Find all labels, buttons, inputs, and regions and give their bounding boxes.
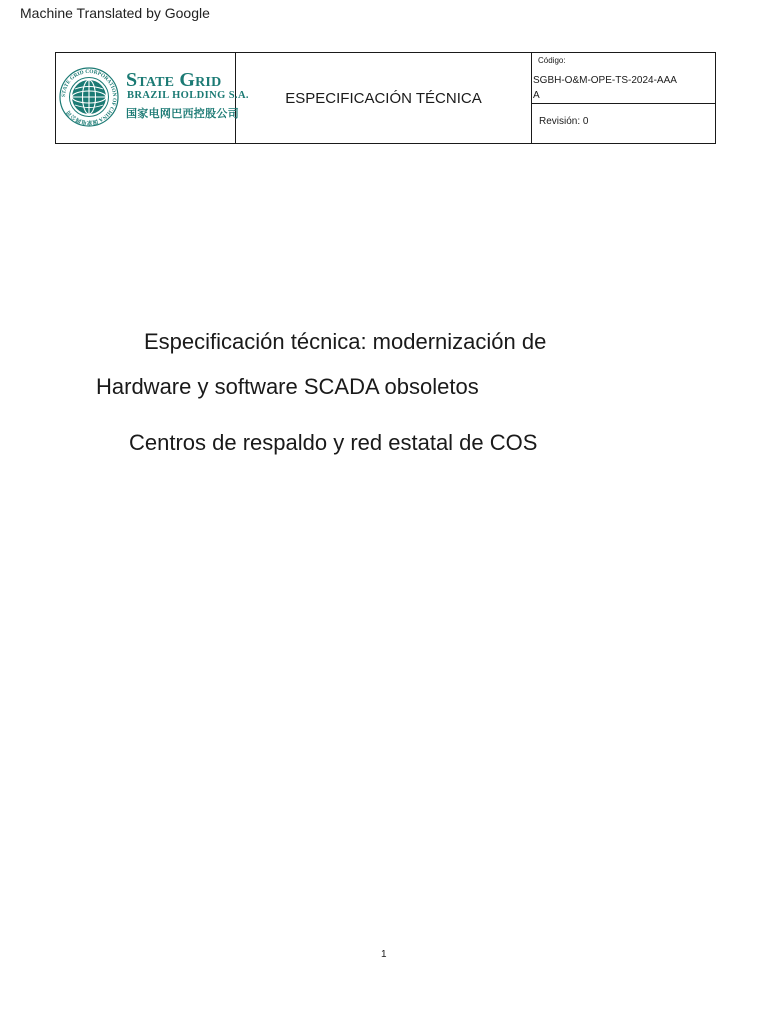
revision-value: Revisión: 0 — [539, 116, 589, 127]
brand-chinese-name: 国家电网巴西控股公司 — [126, 107, 239, 120]
company-logo — [56, 53, 249, 143]
code-value: SGBH-O&M-OPE-TS-2024-AAAA — [533, 75, 677, 101]
brand-subtitle: BRAZIL HOLDING S.A. — [127, 90, 249, 101]
globe-emblem-icon — [58, 66, 120, 128]
brand-name — [126, 69, 221, 92]
svg-text:STATE GRID CORPORATION OF CHIN: STATE GRID CORPORATION OF CHINA 国家电网公司 — [60, 68, 118, 126]
revision-cell — [532, 104, 715, 143]
document-title-line-1: Especificación técnica: modernización de — [144, 329, 547, 354]
header-title: ESPECIFICACIÓN TÉCNICA — [236, 53, 532, 143]
page-number: 1 — [381, 949, 387, 960]
document-title-line-3: Centros de respaldo y red estatal de COS — [129, 430, 538, 455]
document-title-line-2: Hardware y software SCADA obsoletos — [96, 374, 479, 399]
machine-translation-banner: Machine Translated by Google — [20, 5, 210, 21]
brand-name-text: State Grid — [126, 69, 222, 91]
document-code-cell — [532, 53, 715, 104]
document-header-table — [55, 52, 716, 144]
code-label: Código: — [538, 56, 566, 65]
